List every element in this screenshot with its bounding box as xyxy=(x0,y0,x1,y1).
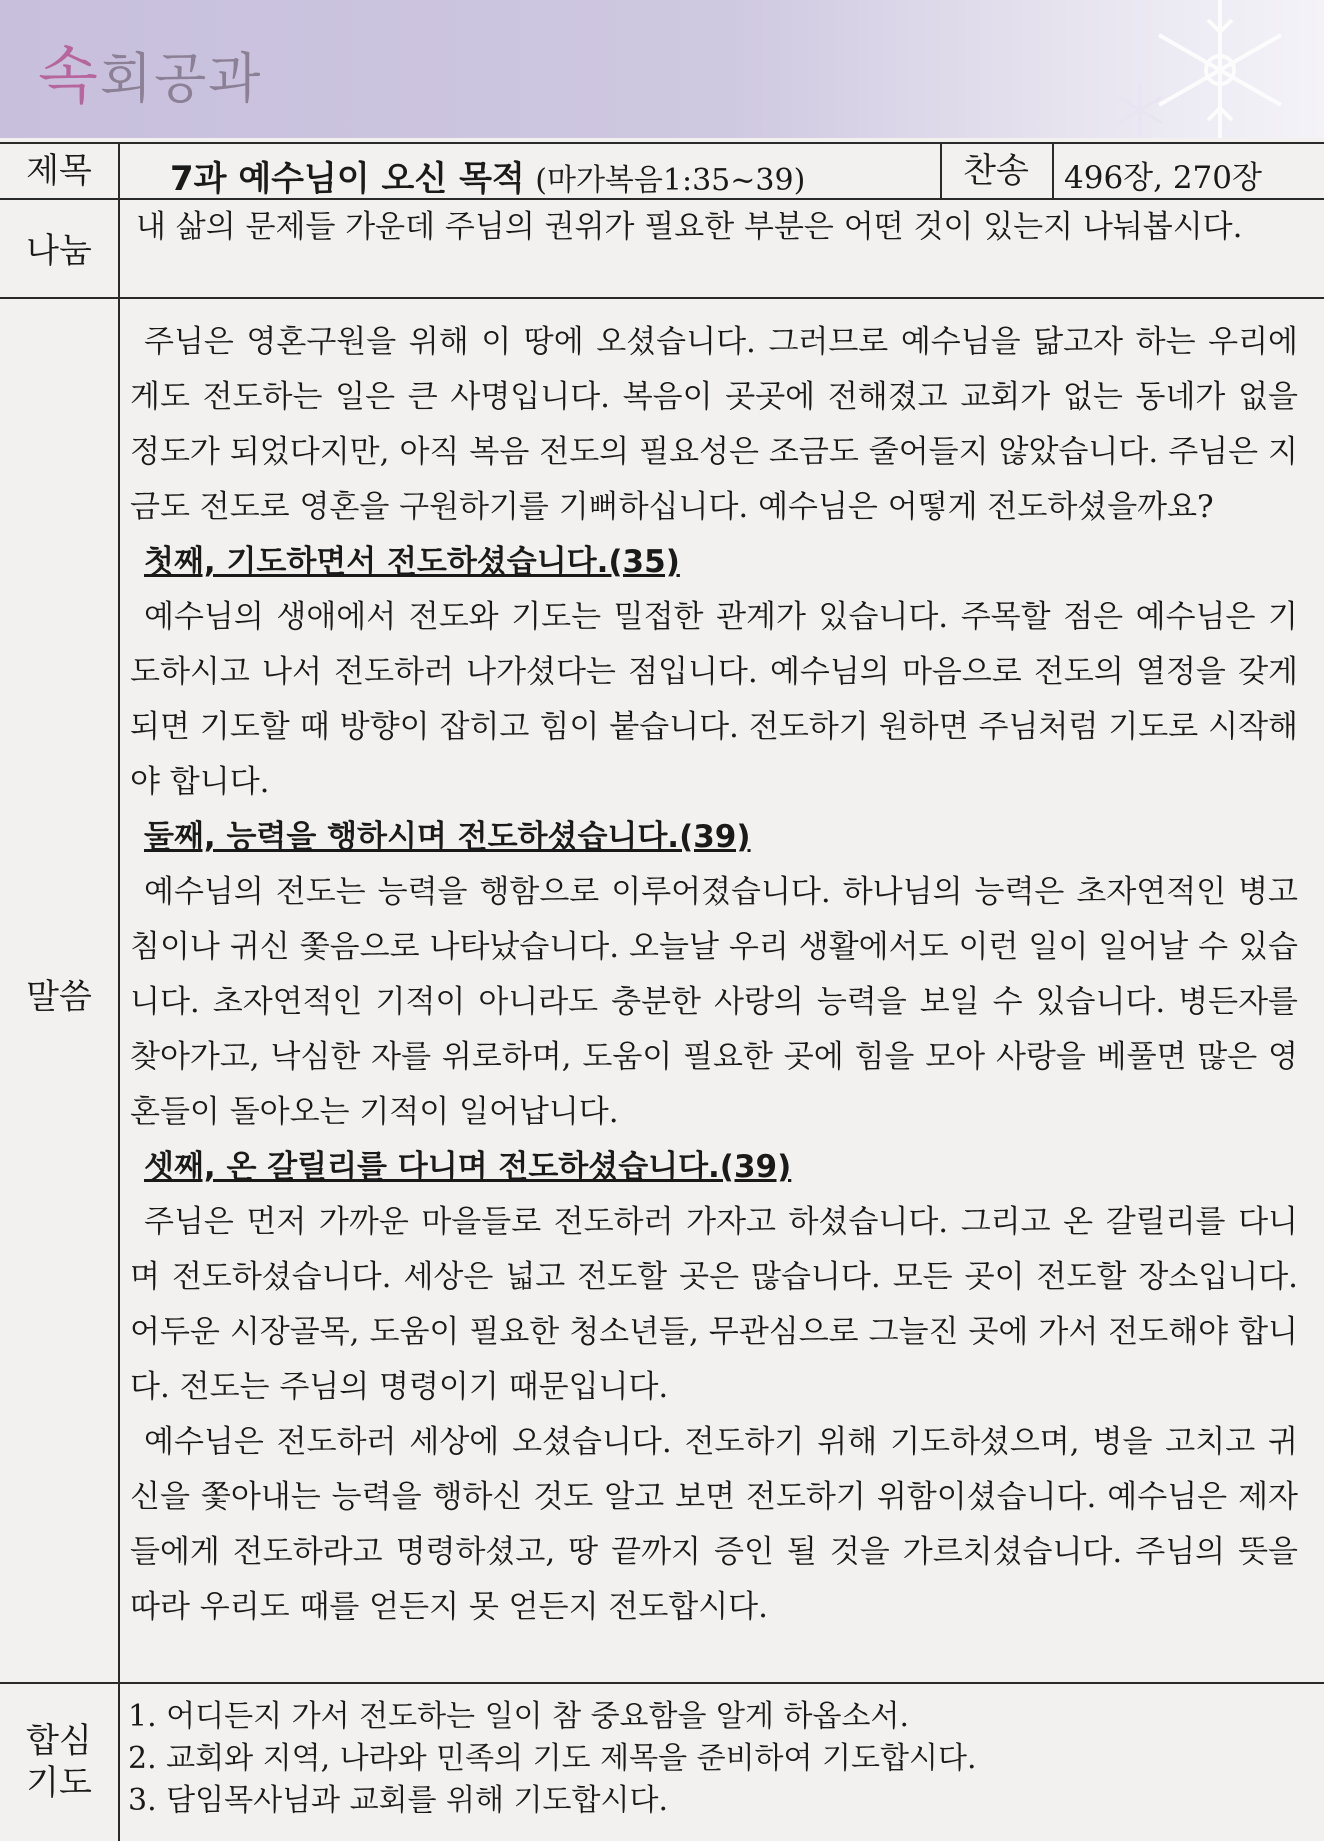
scripture-reference: (마가복음1:35~39) xyxy=(535,163,806,198)
header-banner xyxy=(0,0,1324,138)
word-label: 말씀 xyxy=(26,977,92,1017)
hymn-label: 찬송 xyxy=(963,151,1029,191)
table-divider xyxy=(0,1682,1324,1684)
prayer-item: 1. 어디든지 가서 전도하는 일이 참 중요함을 알게 하옵소서. xyxy=(128,1699,909,1734)
lesson-title-main: 7과 예수님이 오신 목적 xyxy=(170,159,525,199)
point-paragraph-2: 예수님의 전도는 능력을 행함으로 이루어졌습니다. 하나님의 능력은 초자연적인 병고침이나 귀신 쫓음으로 나타났습니다. 오늘날 우리 생활에서도 이런 일이 일어날 수 있습니다. 초자연적인 기적이 아니라도 충분한 사랑의 능력을 보일 수 있습니다. 병든자를 찾아가고, 낙심한 자를 위로하며, 도움이 필요한 곳에 힘을 모아 사랑을 베풀면 많은 영혼들이 돌아오는 기적이 일어납니다. xyxy=(130,874,1298,1130)
prayer-label xyxy=(0,1720,118,1804)
section-title xyxy=(38,26,262,115)
prayer-label-line-1: 합심 xyxy=(26,1721,92,1761)
hymn-numbers: 496장, 270장 xyxy=(1064,160,1262,196)
prayer-item: 2. 교회와 지역, 나라와 민족의 기도 제목을 준비하여 기도합시다. xyxy=(128,1741,977,1776)
point-heading-1: 첫째, 기도하면서 전도하셨습니다.(35) xyxy=(144,544,680,580)
sermon-intro: 주님은 영혼구원을 위해 이 땅에 오셨습니다. 그러므로 예수님을 닮고자 하는 우리에게도 전도하는 일은 큰 사명입니다. 복음이 곳곳에 전해졌고 교회가 없는 동네가 없을 정도가 되었다지만, 아직 복음 전도의 필요성은 조금도 줄어들지 않았습니다. 주님은 지금도 전도로 영혼을 구원하기를 기뻐하십니다. 예수님은 어떻게 전도하셨을까요? xyxy=(130,324,1298,525)
prayer-item: 3. 담임목사님과 교회를 위해 기도합시다. xyxy=(128,1783,668,1818)
hymn-divider-right xyxy=(1052,142,1054,198)
table-border-top xyxy=(0,142,1324,144)
sharing-label: 나눔 xyxy=(26,231,92,271)
prayer-label-line-2: 기도 xyxy=(26,1763,92,1803)
lesson-title xyxy=(170,151,805,200)
sharing-question: 내 삶의 문제들 가운데 주님의 권위가 필요한 부분은 어떤 것이 있는지 나눠봅시다. xyxy=(136,209,1243,245)
table-divider xyxy=(0,297,1324,299)
sermon-body xyxy=(130,315,1298,1635)
label-column-divider xyxy=(118,142,120,1841)
section-title-rest: 회공과 xyxy=(99,47,263,110)
point-paragraph-1: 예수님의 생애에서 전도와 기도는 밀접한 관계가 있습니다. 주목할 점은 예수님은 기도하시고 나서 전도하러 나가셨다는 점입니다. 예수님의 마음으로 전도의 열정을 갖게 되면 기도할 때 방향이 잡히고 힘이 붙습니다. 전도하기 원하면 주님처럼 기도로 시작해야 합니다. xyxy=(130,599,1298,800)
point-heading-3: 셋째, 온 갈릴리를 다니며 전도하셨습니다.(39) xyxy=(144,1149,792,1185)
point-heading-2: 둘째, 능력을 행하시며 전도하셨습니다.(39) xyxy=(144,819,751,855)
snowflake-icon xyxy=(1110,0,1324,138)
prayer-list xyxy=(128,1696,1308,1822)
sermon-conclusion: 예수님은 전도하러 세상에 오셨습니다. 전도하기 위해 기도하셨으며, 병을 고치고 귀신을 쫓아내는 능력을 행하신 것도 알고 보면 전도하기 위함이셨습니다. 예수님은 제자들에게 전도하라고 명령하셨고, 땅 끝까지 증인 될 것을 가르치셨습니다. 주님의 뜻을 따라 우리도 때를 얻든지 못 얻든지 전도합시다. xyxy=(130,1424,1298,1625)
point-paragraph-3: 주님은 먼저 가까운 마을들로 전도하러 가자고 하셨습니다. 그리고 온 갈릴리를 다니며 전도하셨습니다. 세상은 넓고 전도할 곳은 많습니다. 모든 곳이 전도할 장소입니다. 어두운 시장골목, 도움이 필요한 청소년들, 무관심으로 그늘진 곳에 가서 전도해야 합니다. 전도는 주님의 명령이기 때문입니다. xyxy=(130,1204,1298,1405)
section-title-initial: 속 xyxy=(38,39,100,112)
title-label: 제목 xyxy=(26,151,92,191)
